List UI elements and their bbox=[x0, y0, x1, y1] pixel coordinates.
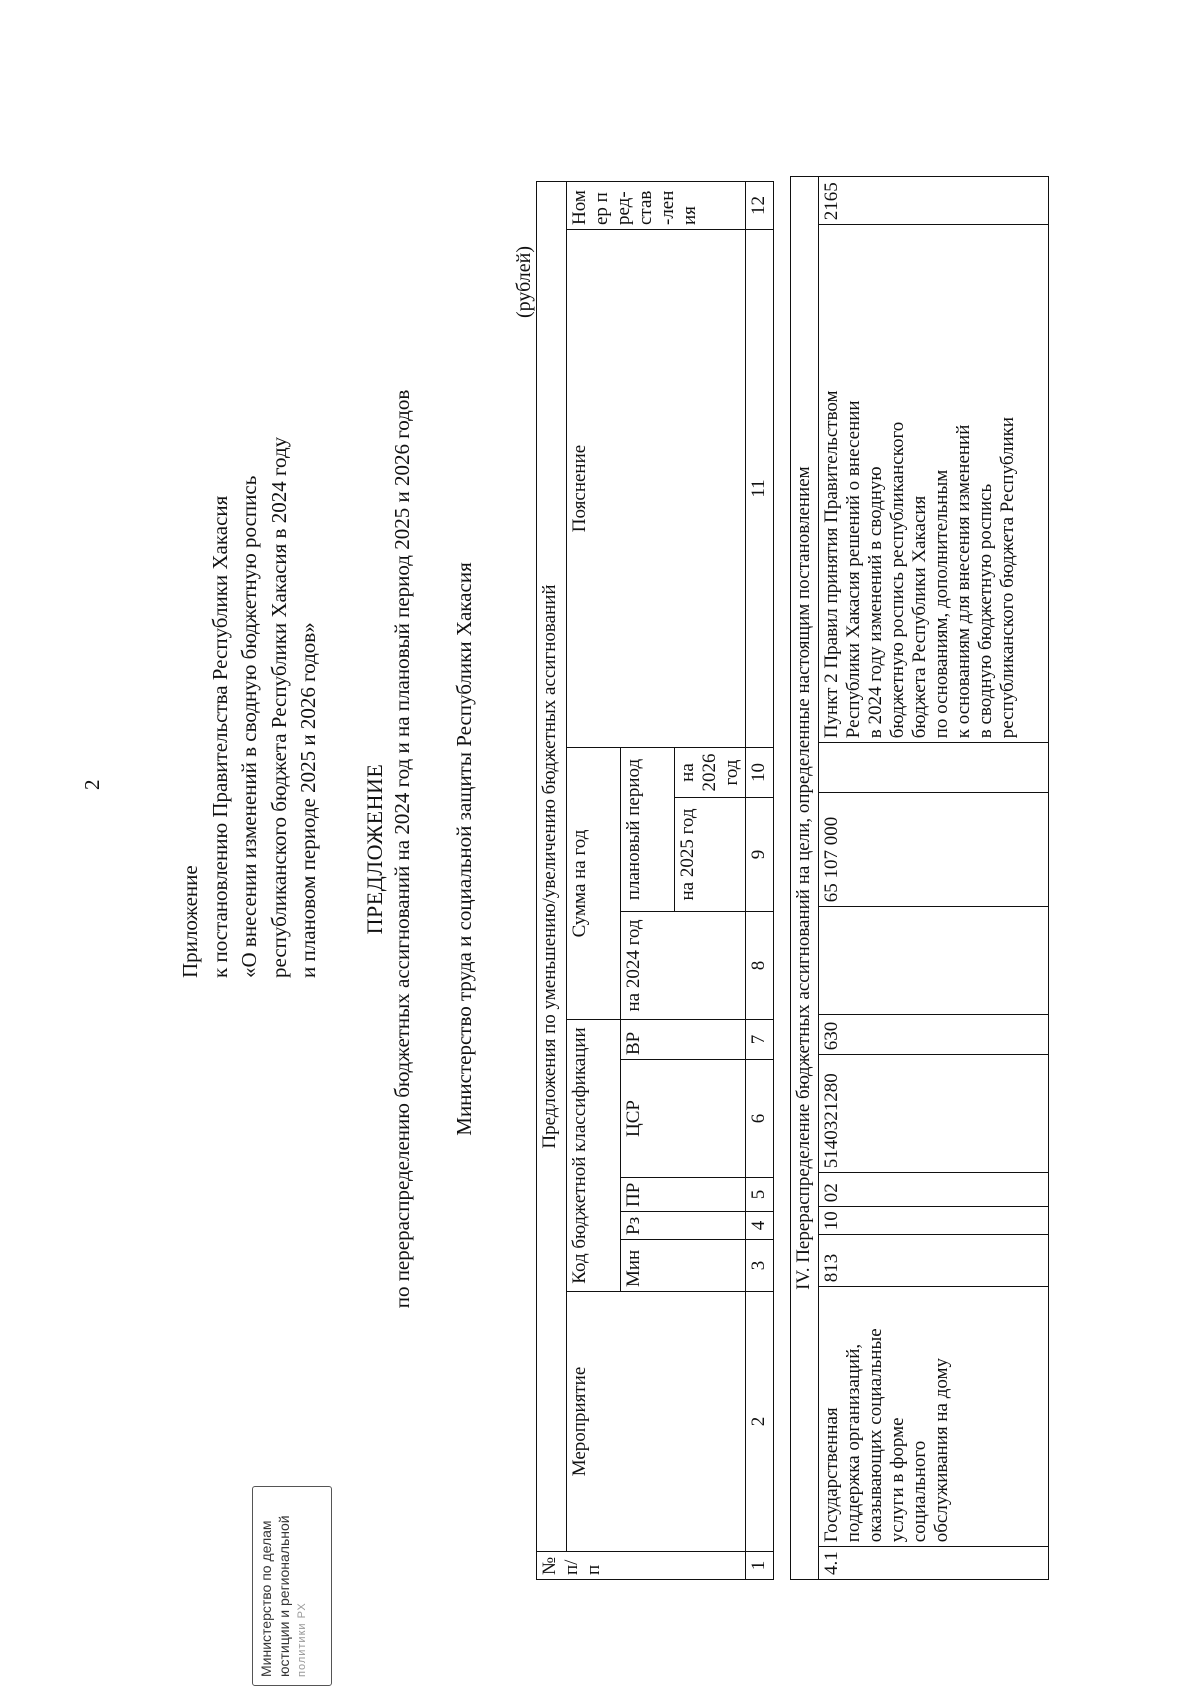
col-number: 10 bbox=[746, 748, 774, 798]
col-number: 2 bbox=[746, 1292, 774, 1552]
ministry-name: Министерство труда и социальной защиты Республики Хакасия bbox=[452, 562, 476, 1136]
header-event: Мероприятие bbox=[567, 1292, 746, 1552]
row-submission: 2165 bbox=[819, 177, 1049, 225]
appendix-line: к постановлению Правительства Республики Хакасия bbox=[207, 495, 232, 978]
row-2026 bbox=[819, 743, 1049, 793]
appendix-line: Приложение bbox=[178, 865, 202, 978]
section-title: IV. Перераспределение бюджетных ассигнований на цели, определенные настоящим постановлением bbox=[791, 177, 819, 1580]
row-csr: 5140321280 bbox=[819, 1055, 1049, 1173]
row-rz: 10 bbox=[819, 1207, 1049, 1235]
header-rz: Рз bbox=[621, 1212, 746, 1240]
header-2025: на 2025 год bbox=[675, 798, 746, 912]
page-number: 2 bbox=[80, 779, 104, 790]
col-number: 1 bbox=[746, 1552, 774, 1580]
header-min: Мин bbox=[621, 1240, 746, 1292]
appendix-line: «О внесении изменений в сводную бюджетную роспись bbox=[237, 475, 261, 978]
table-body bbox=[790, 176, 1049, 1580]
appendix-line: республиканского бюджета Республики Хакасия в 2024 году bbox=[266, 436, 291, 978]
row-min: 813 bbox=[819, 1235, 1049, 1287]
row-pr: 02 bbox=[819, 1173, 1049, 1207]
stamp-line: юстиции и региональной bbox=[276, 1515, 292, 1677]
col-number: 11 bbox=[746, 230, 774, 748]
row-2025: 65 107 000 bbox=[819, 793, 1049, 907]
col-number: 9 bbox=[746, 798, 774, 912]
row-explanation: Пункт 2 Правил принятия Правительством Республики Хакасия решений о внесении в 2024 году изменений в сводную бюджетную роспись республиканского бюджета Республики Хакасия по основаниям, дополнительным к основаниям для внесения изменений в сводную бюджетную роспись республиканского бюджета Республики bbox=[819, 225, 1049, 743]
header-sum: Сумма на год bbox=[567, 748, 621, 1020]
col-number: 6 bbox=[746, 1060, 774, 1178]
col-number: 4 bbox=[746, 1212, 774, 1240]
col-number: 7 bbox=[746, 1020, 774, 1060]
table-row bbox=[819, 177, 1049, 1580]
header-proposals: Предложения по уменьшению/увеличению бюджетных ассигнований bbox=[537, 182, 567, 1552]
header-num: № п/п bbox=[537, 1552, 746, 1580]
header-planned: плановый период bbox=[621, 748, 675, 912]
row-num: 4.1 bbox=[819, 1547, 1049, 1580]
header-submission: Номер пред-став-ления bbox=[567, 182, 746, 230]
units-label: (рублей) bbox=[513, 245, 535, 318]
table-header bbox=[536, 181, 774, 1580]
header-2024: на 2024 год bbox=[621, 912, 746, 1020]
document-title: ПРЕДЛОЖЕНИЕ bbox=[362, 763, 387, 935]
col-number: 12 bbox=[746, 182, 774, 230]
row-2024 bbox=[819, 907, 1049, 1015]
appendix-line: и плановом периоде 2025 и 2026 годов» bbox=[296, 622, 320, 978]
col-number: 5 bbox=[746, 1178, 774, 1212]
header-code: Код бюджетной классификации bbox=[567, 1020, 621, 1292]
col-number: 3 bbox=[746, 1240, 774, 1292]
row-vr: 630 bbox=[819, 1015, 1049, 1055]
stamp-line: Министерство по делам bbox=[258, 1520, 274, 1677]
document-subtitle: по перераспределению бюджетных ассигнований на 2024 год и на плановый период 2025 и 2026 годов bbox=[390, 389, 414, 1309]
header-explanation: Пояснение bbox=[567, 230, 746, 748]
appendix-block bbox=[176, 437, 324, 978]
header-2026: на 2026 год bbox=[675, 748, 746, 798]
registration-stamp bbox=[252, 1486, 332, 1686]
header-pr: ПР bbox=[621, 1178, 746, 1212]
row-event: Государственная поддержка организаций, оказывающих социальные услуги в форме социального обслуживания на дому bbox=[819, 1287, 1049, 1547]
header-csr: ЦСР bbox=[621, 1060, 746, 1178]
stamp-line: политики РХ bbox=[296, 1602, 308, 1677]
col-number: 8 bbox=[746, 912, 774, 1020]
header-vr: ВР bbox=[621, 1020, 746, 1060]
